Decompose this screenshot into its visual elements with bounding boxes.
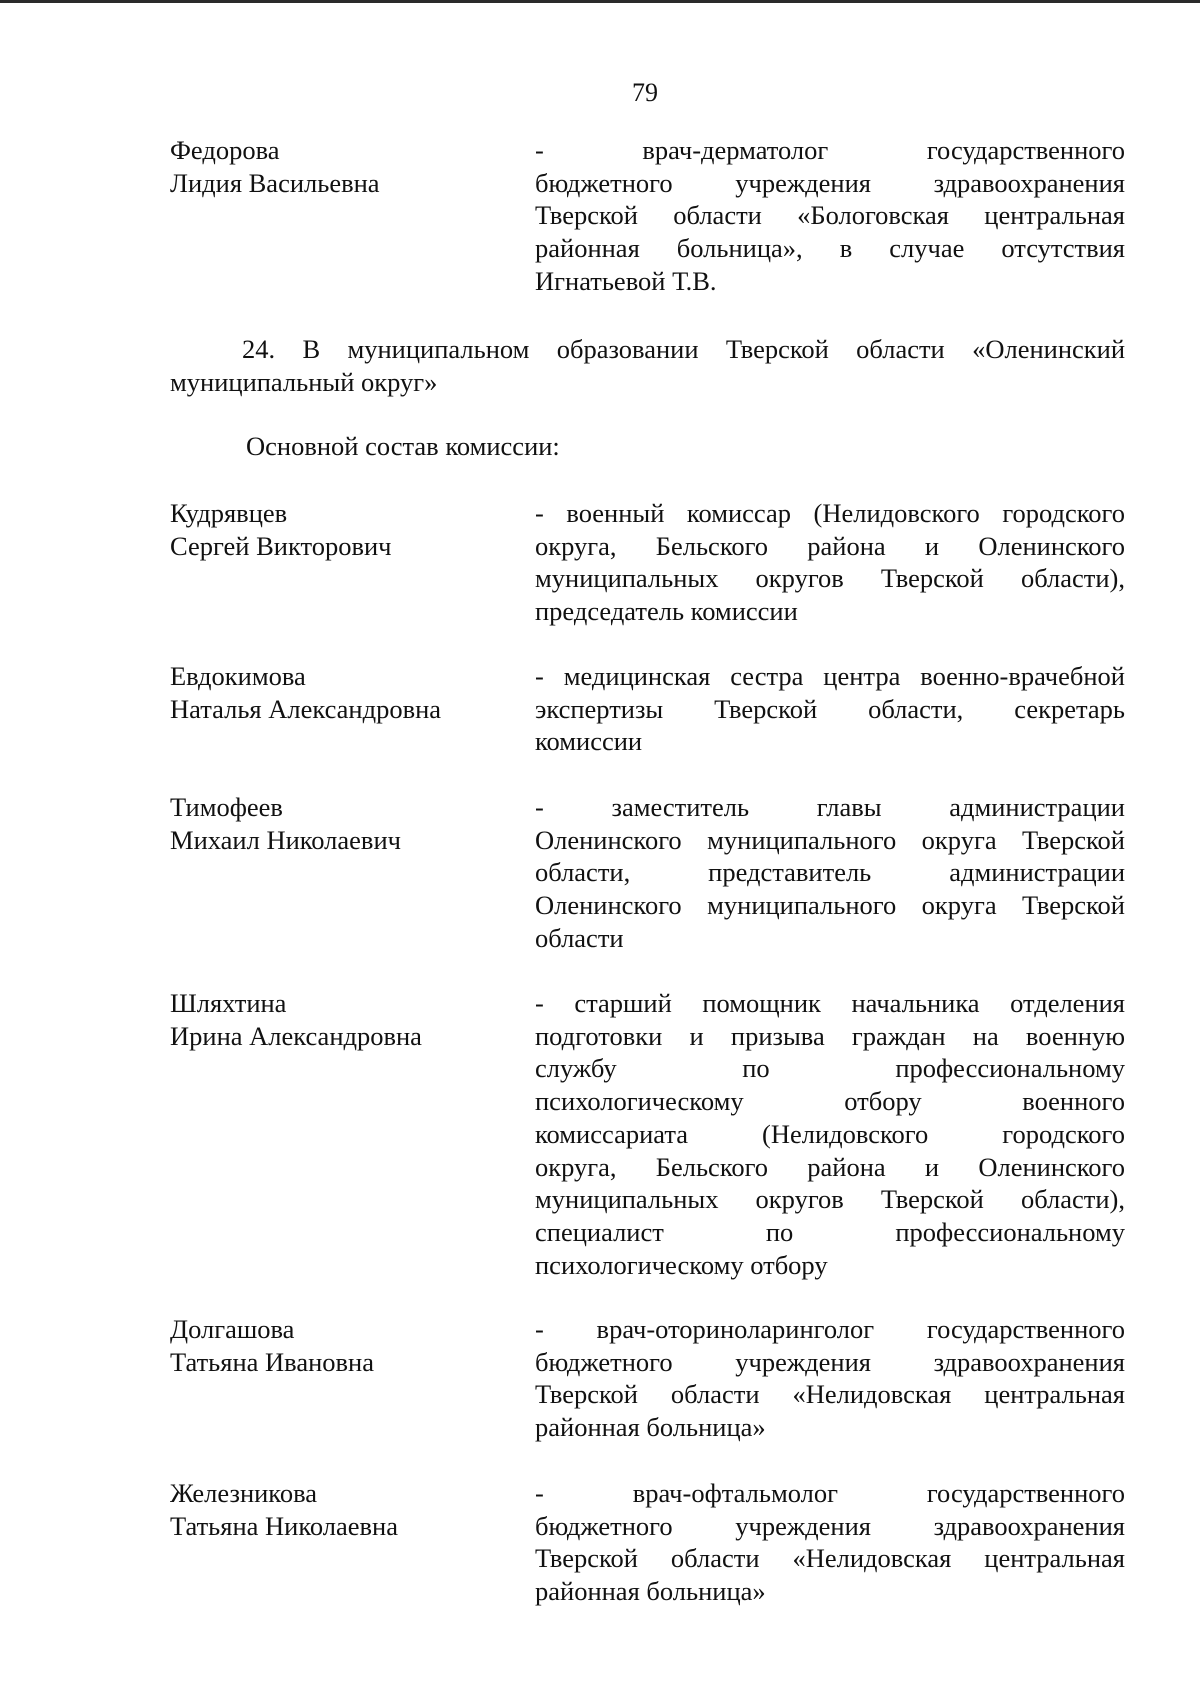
position-line: муниципальных округов Тверской области), [535,563,1125,594]
position-line: службу по профессиональному [535,1053,1125,1084]
section-heading-line: 24. В муниципальном образовании Тверской области «Оленинский [242,334,1125,364]
member-name [170,1313,510,1378]
member-name [170,134,510,199]
member-position [535,791,1125,955]
member-position [535,1477,1125,1608]
position-line: экспертизы Тверской области, секретарь [535,693,1125,724]
position-line: подготовки и призыва граждан на военную [535,1020,1125,1051]
position-line: Тверской области «Нелидовская центральная [535,1543,1125,1574]
position-line: районная больница» [535,1576,766,1607]
position-line: - заместитель главы администрации [535,792,1125,822]
member-surname: Тимофеев [170,792,283,822]
member-surname: Евдокимова [170,661,306,691]
section-heading-line: муниципальный округ» [170,366,438,397]
position-line: психологическому отбору военного [535,1086,1125,1117]
member-position [535,497,1125,628]
position-line: округа, Бельского района и Оленинского [535,1151,1125,1182]
position-line: бюджетного учреждения здравоохранения [535,167,1125,198]
position-line: Оленинского муниципального округа Тверской [535,824,1125,855]
position-line: - старший помощник начальника отделения [535,988,1125,1018]
member-position [535,1313,1125,1444]
position-line: районная больница» [535,1412,766,1443]
position-line: Тверской области «Бологовская центральная [535,200,1125,231]
member-given-names: Наталья Александровна [170,693,442,724]
position-line: - врач-офтальмолог государственного [535,1478,1125,1508]
member-given-names: Татьяна Николаевна [170,1510,398,1541]
member-given-names: Ирина Александровна [170,1020,422,1051]
position-line: округа, Бельского района и Оленинского [535,530,1125,561]
position-line: бюджетного учреждения здравоохранения [535,1510,1125,1541]
member-position [535,134,1125,298]
member-name [170,791,510,856]
position-line: Тверской области «Нелидовская центральная [535,1379,1125,1410]
member-surname: Долгашова [170,1314,295,1344]
position-line: бюджетного учреждения здравоохранения [535,1346,1125,1377]
commission-subheading: Основной состав комиссии: [246,431,560,461]
member-given-names: Михаил Николаевич [170,824,401,855]
member-surname: Железникова [170,1478,318,1508]
member-given-names: Сергей Викторович [170,530,392,561]
member-given-names: Лидия Васильевна [170,167,380,198]
position-line: специалист по профессиональному [535,1216,1125,1247]
member-name [170,660,510,725]
position-line: комиссии [535,726,643,757]
position-line: Оленинского муниципального округа Тверской [535,890,1125,921]
position-line: - врач-оториноларинголог государственного [535,1314,1125,1344]
section-heading [170,333,1125,398]
member-name [170,987,510,1052]
member-name [170,497,510,562]
position-line: - врач-дерматолог государственного [535,135,1125,165]
position-line: муниципальных округов Тверской области), [535,1184,1125,1215]
position-line: области [535,922,624,953]
position-line: области, представитель администрации [535,857,1125,888]
position-line: психологическому отбору [535,1249,828,1280]
member-surname: Федорова [170,135,280,165]
position-line: Игнатьевой Т.В. [535,265,717,296]
member-surname: Шляхтина [170,988,287,1018]
member-position [535,987,1125,1281]
member-position [535,660,1125,758]
position-line: комиссариата (Нелидовского городского [535,1118,1125,1149]
position-line: районная больница», в случае отсутствия [535,233,1125,264]
page-number: 79 [632,78,658,107]
position-line: - медицинская сестра центра военно-врачебной [535,661,1125,691]
top-edge-rule [0,0,1200,3]
member-given-names: Татьяна Ивановна [170,1346,374,1377]
member-surname: Кудрявцев [170,498,288,528]
member-name [170,1477,510,1542]
position-line: - военный комиссар (Нелидовского городского [535,498,1125,528]
position-line: председатель комиссии [535,596,798,627]
